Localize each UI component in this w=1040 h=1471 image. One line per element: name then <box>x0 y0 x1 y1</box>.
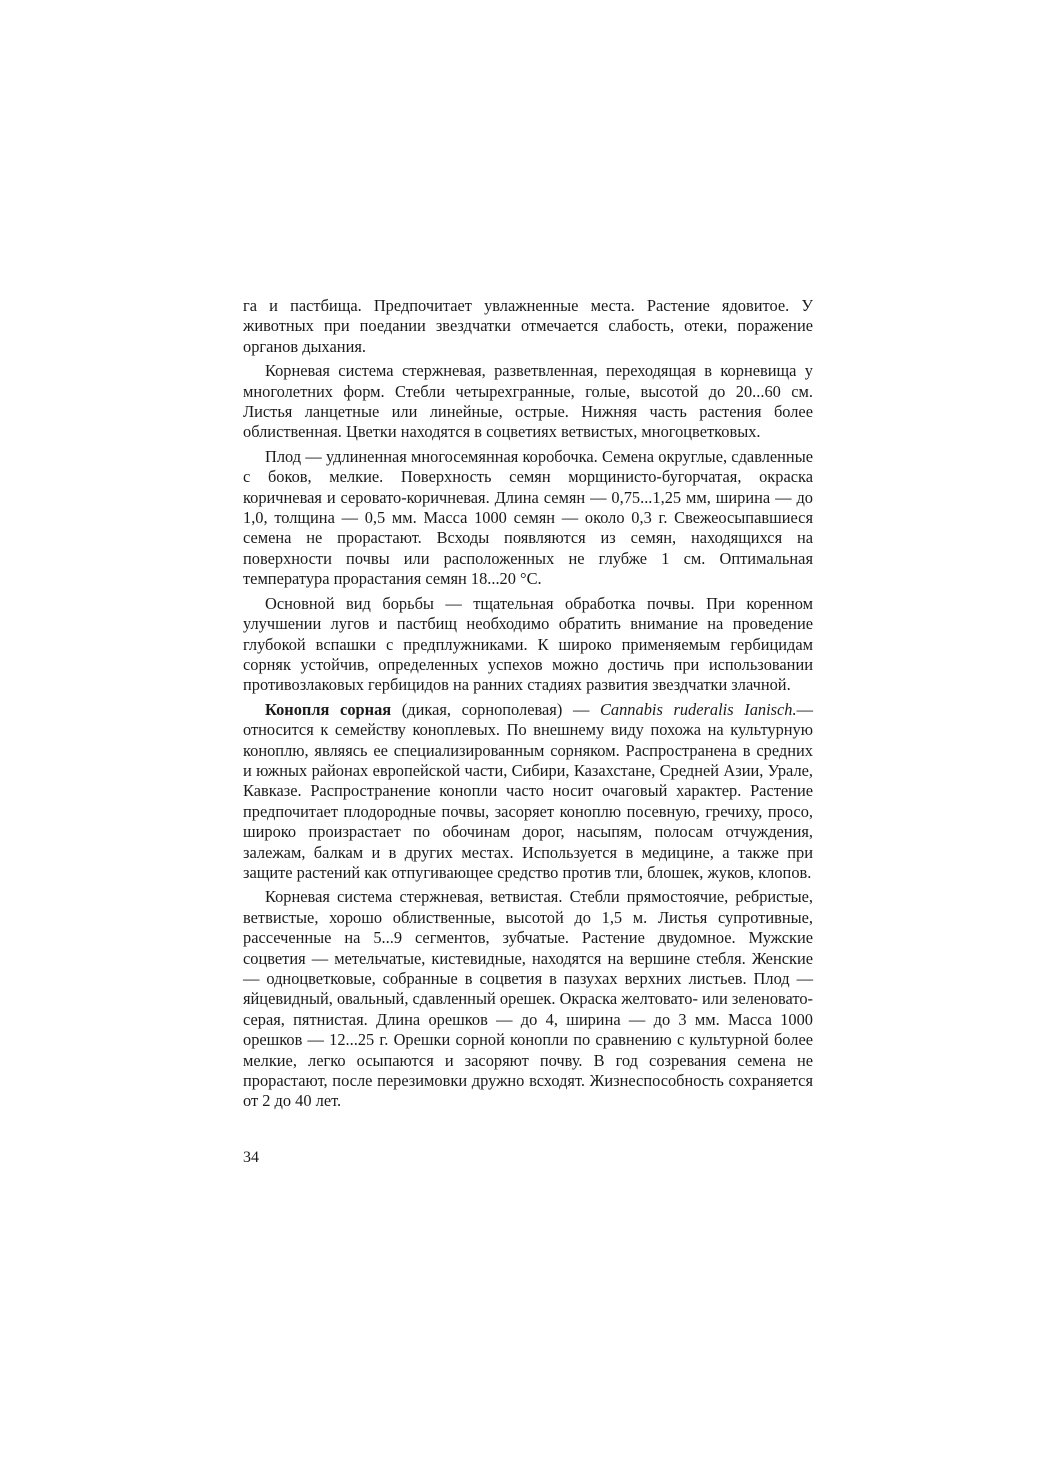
paragraph-stellaria-fruit: Плод — удлиненная многосемянная коробочка. Семена округлые, сдавленные с боков, мелкие. Поверхность семян морщинисто-бугорчатая, окраска коричневая и серовато-коричневая. Длина семян — 0,75...1,25 мм, ширина — до 1,0, толщина — 0,5 мм. Масса 1000 семян — около 0,3 г. Свежеосыпавшиеся семена не прорастают. Всходы появляются из семян, находящихся на поверхности почвы или расположенных не глубже 1 см. Оптимальная температура прорастания семян 18...20 °С. <box>243 446 813 589</box>
paragraph-stellaria-toxicity: га и пастбища. Предпочитает увлажненные места. Растение ядовитое. У животных при поедании звездчатки отмечается слабость, отеки, поражение органов дыхания. <box>243 296 813 356</box>
paragraph-cannabis-morphology: Корневая система стержневая, ветвистая. Стебли прямостоячие, ребристые, ветвистые, хорошо облиственные, высотой до 1,5 м. Листья супротивные, рассеченные на 5...9 сегментов, зубчатые. Растение двудомное. Мужские соцветия — метельчатые, кистевидные, находятся на вершине стебля. Женские — одноцветковые, собранные в соцветия в пазухах верхних листьев. Плод — яйцевидный, овальный, сдавленный орешек. Окраска желтовато- или зеленовато-серая, пятнистая. Длина орешков — до 4, ширина — до 3 мм. Масса 1000 орешков — 12...25 г. Орешки сорной конопли по сравнению с культурной более мелкие, легко осыпаются и засоряют почву. В год созревания семена не прорастают, после перезимовки дружно всходят. Жизнеспособность сохраняется от 2 до 40 лет. <box>243 887 813 1111</box>
page-number: 34 <box>243 1149 259 1166</box>
paragraph-stellaria-roots: Корневая система стержневая, разветвленная, переходящая в корневища у многолетних форм. Стебли четырехгранные, голые, высотой до 20...60 см. Листья ланцетные или линейные, острые. Нижняя часть растения более облиственная. Цветки находятся в соцветиях ветвистых, многоцветковых. <box>243 361 813 442</box>
species-term: Конопля сорная <box>265 699 392 719</box>
species-latin-name: Cannabis ruderalis Ianisch. <box>599 699 797 719</box>
species-aliases: (дикая, сорнополевая) — <box>391 699 600 719</box>
paragraph-cannabis-description <box>243 700 813 884</box>
paragraph-stellaria-control: Основной вид борьбы — тщательная обработка почвы. При коренном улучшении лугов и пастбищ необходимо обратить внимание на проведение глубокой вспашки с предплужниками. К широко применяемым гербицидам сорняк устойчив, определенных успехов можно достичь при использовании противозлаковых гербицидов на ранних стадиях развития звездчатки злачной. <box>243 593 813 695</box>
page-body <box>243 296 813 1116</box>
species-description-text: — относится к семейству коноплевых. По внешнему виду похожа на культурную коноплю, являясь ее специализированным сорняком. Распространена в средних и южных районах европейской части, Сибири, Казахстане, Средней Азии, Урале, Кавказе. Распространение конопли часто носит очаговый характер. Растение предпочитает плодородные почвы, засоряет коноплю посевную, гречиху, просо, широко произрастает по обочинам дорог, насыпям, полосам отчуждения, залежам, балкам и в других местах. Используется в медицине, а также при защите растений как отпугивающее средство против тли, блошек, жуков, клопов. <box>243 699 813 882</box>
